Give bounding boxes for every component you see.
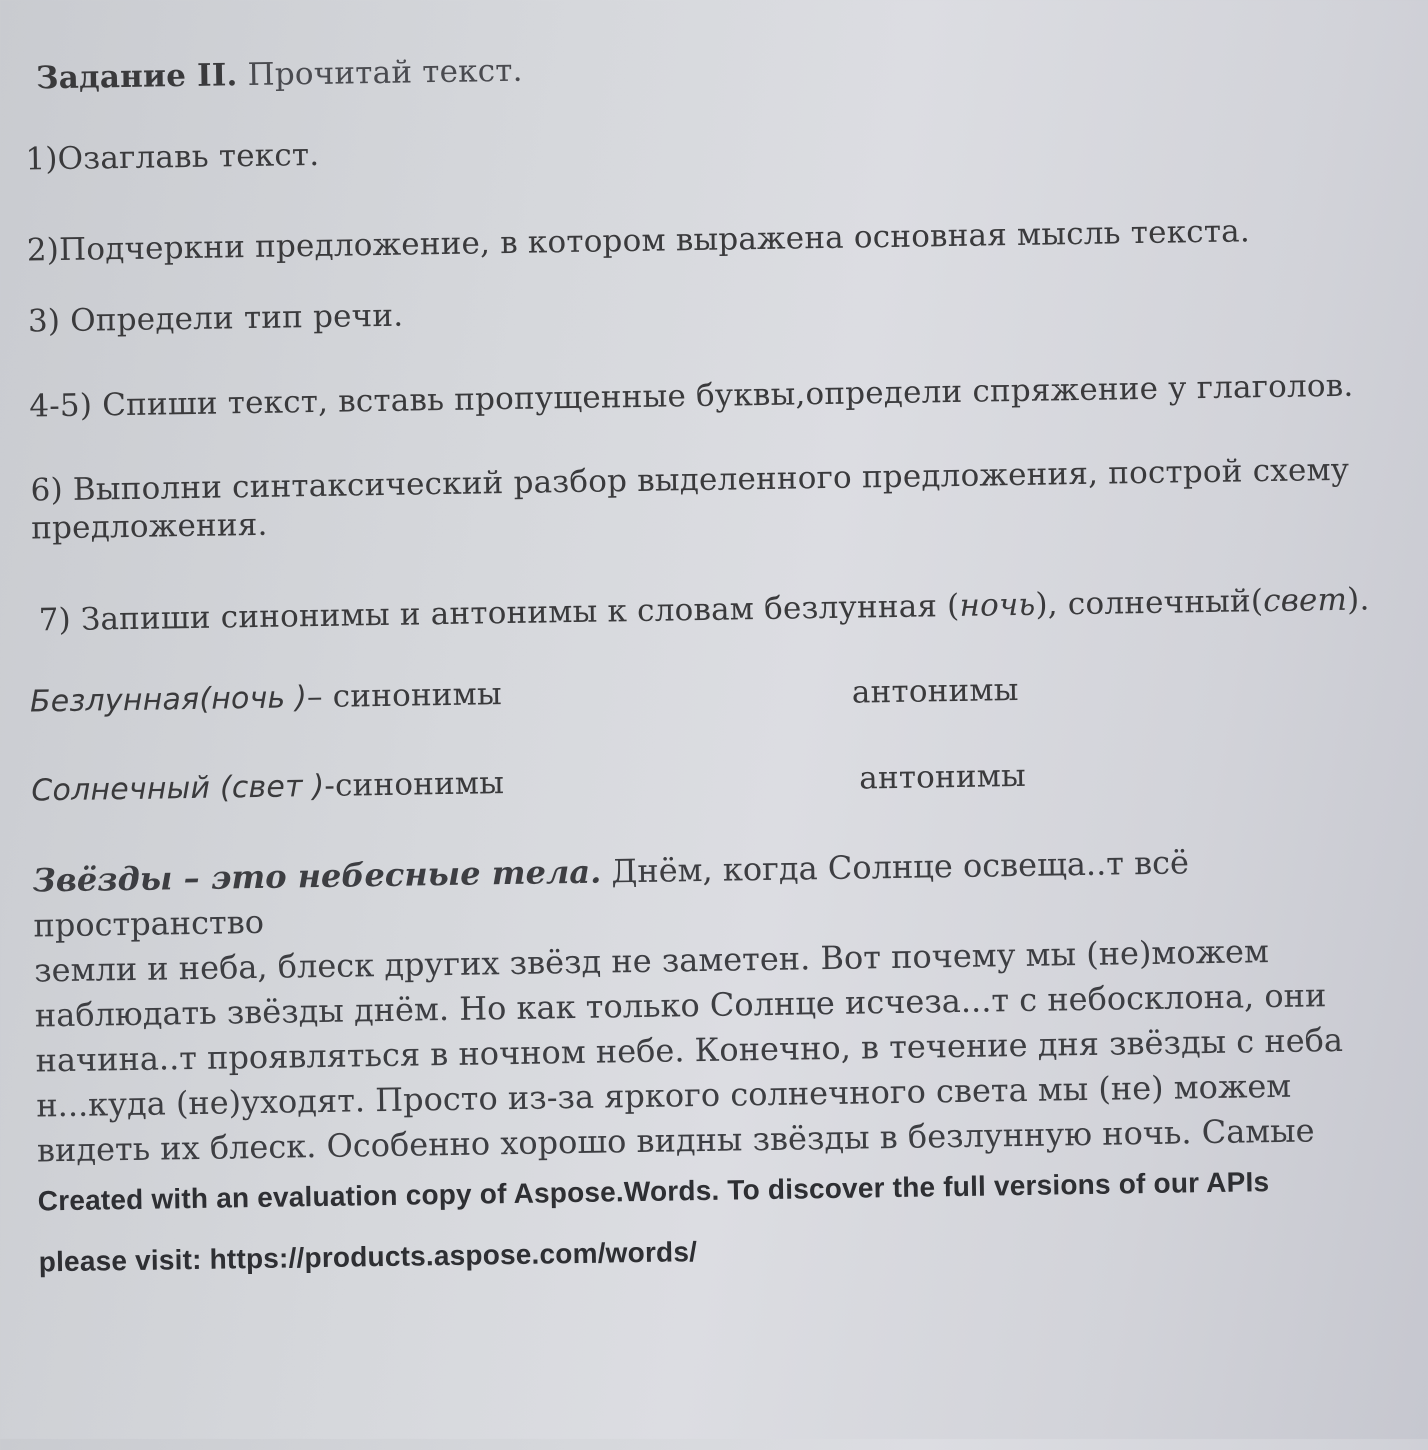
synonym-row-2-label: -синонимы — [324, 765, 505, 804]
passage-lead-sentence: Звёзды – это небесные тела. — [32, 852, 602, 900]
task-item-7-text: 7) Запиши синонимы и антонимы к словам безлунная ( — [38, 587, 960, 639]
task-item-6: 6) Выполни синтаксический разбор выделенного предложения, построй схему — [30, 451, 1350, 509]
task-item-7-mid: ), солнечный( — [1035, 583, 1264, 623]
task-item-3: 3) Определи тип речи. — [27, 297, 404, 340]
synonym-row-1-word: Безлунная(ночь ) — [29, 680, 308, 720]
task-item-2: 2)Подчеркни предложение, в котором выражена основная мысль текста. — [26, 213, 1251, 269]
antonym-row-2-label: антонимы — [858, 757, 1027, 797]
word-light: свет — [1262, 581, 1348, 620]
passage-line-1-rest: Днём, когда Солнце освеща..т всё пространство — [33, 843, 1190, 945]
synonym-row-1-label: – синонимы — [306, 676, 503, 716]
task-item-4-5: 4-5) Спиши текст, вставь пропущенные буквы,определи спряжение у глаголов. — [29, 367, 1354, 425]
watermark-line-2: please visit: https://products.aspose.com/words/ — [38, 1236, 698, 1278]
task-item-7-end: ). — [1346, 581, 1370, 618]
watermark-line-1: Created with an evaluation copy of Aspose.Words. To discover the full versions of our APIs — [37, 1166, 1270, 1217]
task-title — [36, 53, 523, 97]
passage-line-4: начина..т проявляться в ночном небе. Конечно, в течение дня звёзды с неба — [35, 1020, 1344, 1080]
task-title-rest: Прочитай текст. — [237, 52, 523, 94]
task-title-bold: Задание II. — [35, 57, 238, 97]
passage-line-2: земли и неба, блеск других звёзд не заметен. Вот почему мы (не)можем — [33, 932, 1270, 990]
task-item-1: 1)Озаглавь текст. — [25, 136, 320, 178]
word-night: ночь — [959, 586, 1036, 624]
passage-line-3: наблюдать звёзды днём. Но как только Солнце исчеза...т с небосклона, они — [34, 976, 1327, 1035]
task-item-6-cont: предложения. — [30, 506, 268, 547]
synonym-row-2 — [31, 765, 504, 808]
task-item-7 — [38, 581, 1369, 638]
synonym-row-1 — [30, 676, 502, 719]
passage-line-6: видеть их блеск. Особенно хорошо видны звёзды в безлунную ночь. Самые — [36, 1111, 1315, 1170]
synonym-row-2-word: Солнечный (свет ) — [31, 768, 325, 809]
passage — [32, 837, 1407, 1173]
antonym-row-1-label: антонимы — [851, 671, 1019, 711]
passage-line-5: н...куда (не)уходят. Просто из-за яркого солнечного света мы (не) можем — [35, 1066, 1292, 1125]
